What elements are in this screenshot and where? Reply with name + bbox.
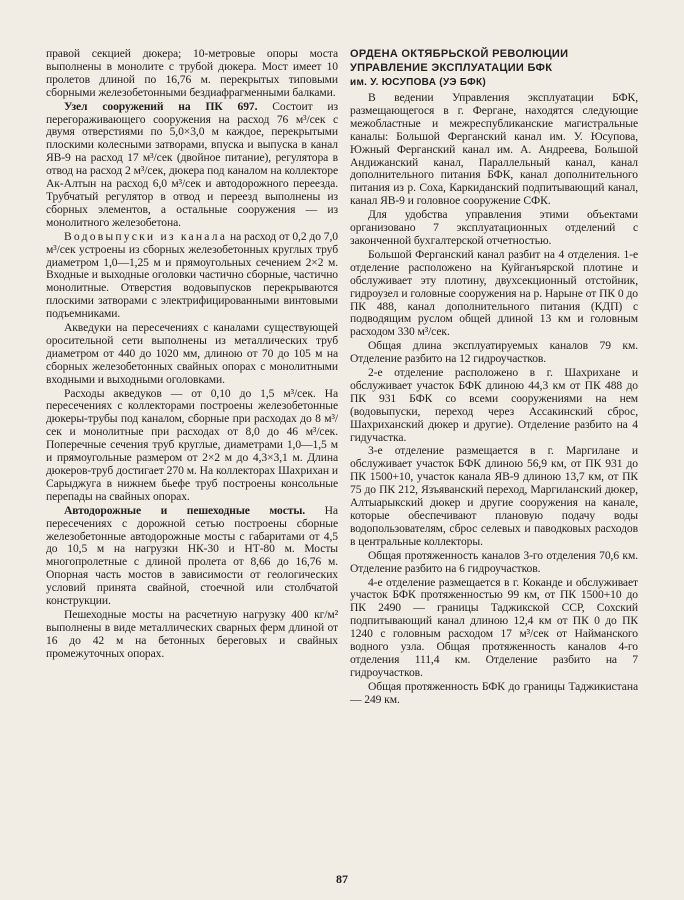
spaced-term: Водовыпуски из канала: [64, 229, 228, 243]
paragraph: Акведуки на пересечениях с каналами существующей оросительной сети выполнены из металлических труб диаметром от 440 до 1020 мм, длиною от 70 до 105 м на сборных железобетонных свайных опорах с монолитными входными и выходными оголовками.: [46, 321, 338, 386]
paragraph: Общая протяженность БФК до границы Таджикистана — 249 км.: [350, 679, 638, 706]
paragraph: В ведении Управления эксплуатации БФК, размещающегося в г. Фергане, находятся следующие межобластные и межреспубликанские магистральные каналы: Большой Ферганский канал им. У. Юсупова, Южный Ферганский канал им. А. Андреева, Большой Андижанский канал, Параллельный канал, канал дополнительного питания БФК, канал дополнительного питания из р. Соха, Каркиданский подпитывающий канал, канал ЯВ-9 и головное сооружение СФК.: [350, 91, 638, 208]
paragraph: 2-е отделение расположено в г. Шахрихане и обслуживает участок БФК длиною 44,3 км от ПК 488 до ПК 931 БФК со всеми сооружениями на нем (водовыпуски, переход через Ассакинский сброс, Шахриханский дюкер и другие). Отделение разбито на 4 гидучастка.: [350, 366, 638, 444]
paragraph: 3-е отделение размещается в г. Маргилане и обслуживает участок БФК длиною 56,9 км, от ПК 931 до ПК 1500+10, участок канала ЯВ-9 длиною 13,7 км, от ПК 75 до ПК 212, Язъяванский переход, Маргиланский дюкер, Алтыарыкский дюкер и другие сооружения на канале, которые обеспечивают плановую подачу воды водопользователям, сброс селевых и паводковых расходов в центральные коллекторы.: [350, 444, 638, 548]
page-number: 87: [336, 872, 348, 886]
heading-line-3: им. У. ЮСУПОВА (УЭ БФК): [350, 77, 487, 88]
paragraph: [46, 101, 338, 230]
left-column: [46, 48, 338, 661]
paragraph: Общая протяженность каналов 3-го отделения 70,6 км. Отделение разбито на 6 гидроучастков.: [350, 548, 638, 575]
paragraph: Большой Ферганский канал разбит на 4 отделения. 1-е отделение расположено на Куйганъярской плотине и обслуживает эту плотину, двухсекционный отстойник, гидроузел и головные сооружения на р. Нарыне от ПК 0 до ПК 488, канал дополнительного питания (КДП) с подводящим руслом общей длиной 13 км и головным расходом 330 м³/сек.: [350, 247, 638, 339]
section-title: Узел сооружений на ПК 697.: [64, 99, 258, 113]
heading-line-1: ОРДЕНА ОКТЯБРЬСКОЙ РЕВОЛЮЦИИ: [350, 48, 569, 60]
section-heading: [350, 48, 638, 89]
paragraph-text: на расход от 0,2 до 7,0 м³/сек устроены из сборных железобетонных круглых труб диаметром 1,0—1,25 м и прямоугольных сечением 2×2 м. Входные и выходные оголовки частично сборные, частично монолитные. Отверстия водовыпусков перекрываются плоскими затворами с электрифицированными винтовыми подъемниками.: [46, 229, 338, 321]
paragraph: Пешеходные мосты на расчетную нагрузку 400 кг/м² выполнены в виде металлических сварных ферм длиной от 16 до 42 м на бетонных береговых и свайных промежуточных опорах.: [46, 607, 338, 660]
paragraph: правой секцией дюкера; 10-метровые опоры моста выполнены в монолите с трубой дюкера. Мост имеет 10 пролетов длиной по 16,76 м. перекрытых типовыми сборными железобетонными бездиафрагменными балками.: [46, 47, 338, 99]
right-column: [350, 48, 638, 707]
paragraph: 4-е отделение размещается в г. Коканде и обслуживает участок БФК протяженностью 99 км, от ПК 1500+10 до ПК 2490 — границы Таджикской ССР, Сохский подпитывающий канал длиною 12,4 км от ПК 0 до ПК 1240 с головным расходом 17 м³/сек от Найманского водного узла. Общая протяженность каналов 4-го отделения 111,4 км. Отделение разбито на 7 гидроучастков.: [350, 575, 638, 679]
paragraph: Расходы акведуков — от 0,10 до 1,5 м³/сек. На пересечениях с коллекторами построены железобетонные дюкеры-трубы под каналом, сборные при расходах до 8 м³/сек и монолитные при расходах от 8,0 до 46 м³/сек. Поперечные сечения труб круглые, диаметрами 1,0—1,5 м и прямоугольные размером от 2×2 м до 4,3×3,1 м. Длина дюкеров-труб достигает 270 м. На коллекторах Шахрихан и Сарыджуга в нижнем бьефе труб построены консольные перепады на свайных опорах.: [46, 386, 338, 503]
paragraph: [46, 231, 338, 321]
paragraph-text: Состоит из перегораживающего сооружения на расход 76 м³/сек с двумя отверстиями по 5,0×3,0 м каждое, перекрытыми плоскими колесными затворами, впуска и выпуска в канал ЯВ-9 на расход 17 м³/сек (двойное питание), регулятора в отвод на расход 2 м³/сек, дюкера под каналом на коллекторе Ак-Алтын на расход 6,0 м³/сек и автодорожного переезда. Трубчатый регулятор в отвод и переезд выполнены из сборных элементов, а остальные сооружения — из монолитного железобетона.: [46, 99, 338, 229]
paragraph: Для удобства управления этими объектами организовано 7 эксплуатационных отделений с законченной бухгалтерской отчетностью.: [350, 208, 638, 247]
paragraph: Общая длина эксплуатируемых каналов 79 км. Отделение разбито на 12 гидроучастков.: [350, 339, 638, 366]
paragraph-text: На пересечениях с дорожной сетью построены сборные железобетонные автодорожные мосты с габаритами от 4,5 до 10,5 м на нагрузки НК-30 и НТ-80 м. Мосты многопролетные с длиной пролета от 8,66 до 16,76 м. Опорная часть мостов в зависимости от геологических условий принята свайной, стоечной или столбчатой конструкции.: [46, 503, 338, 608]
heading-line-2: УПРАВЛЕНИЕ ЭКСПЛУАТАЦИИ БФК: [350, 62, 553, 74]
section-title: Автодорожные и пешеходные мосты.: [64, 503, 306, 517]
paragraph: [46, 505, 338, 608]
